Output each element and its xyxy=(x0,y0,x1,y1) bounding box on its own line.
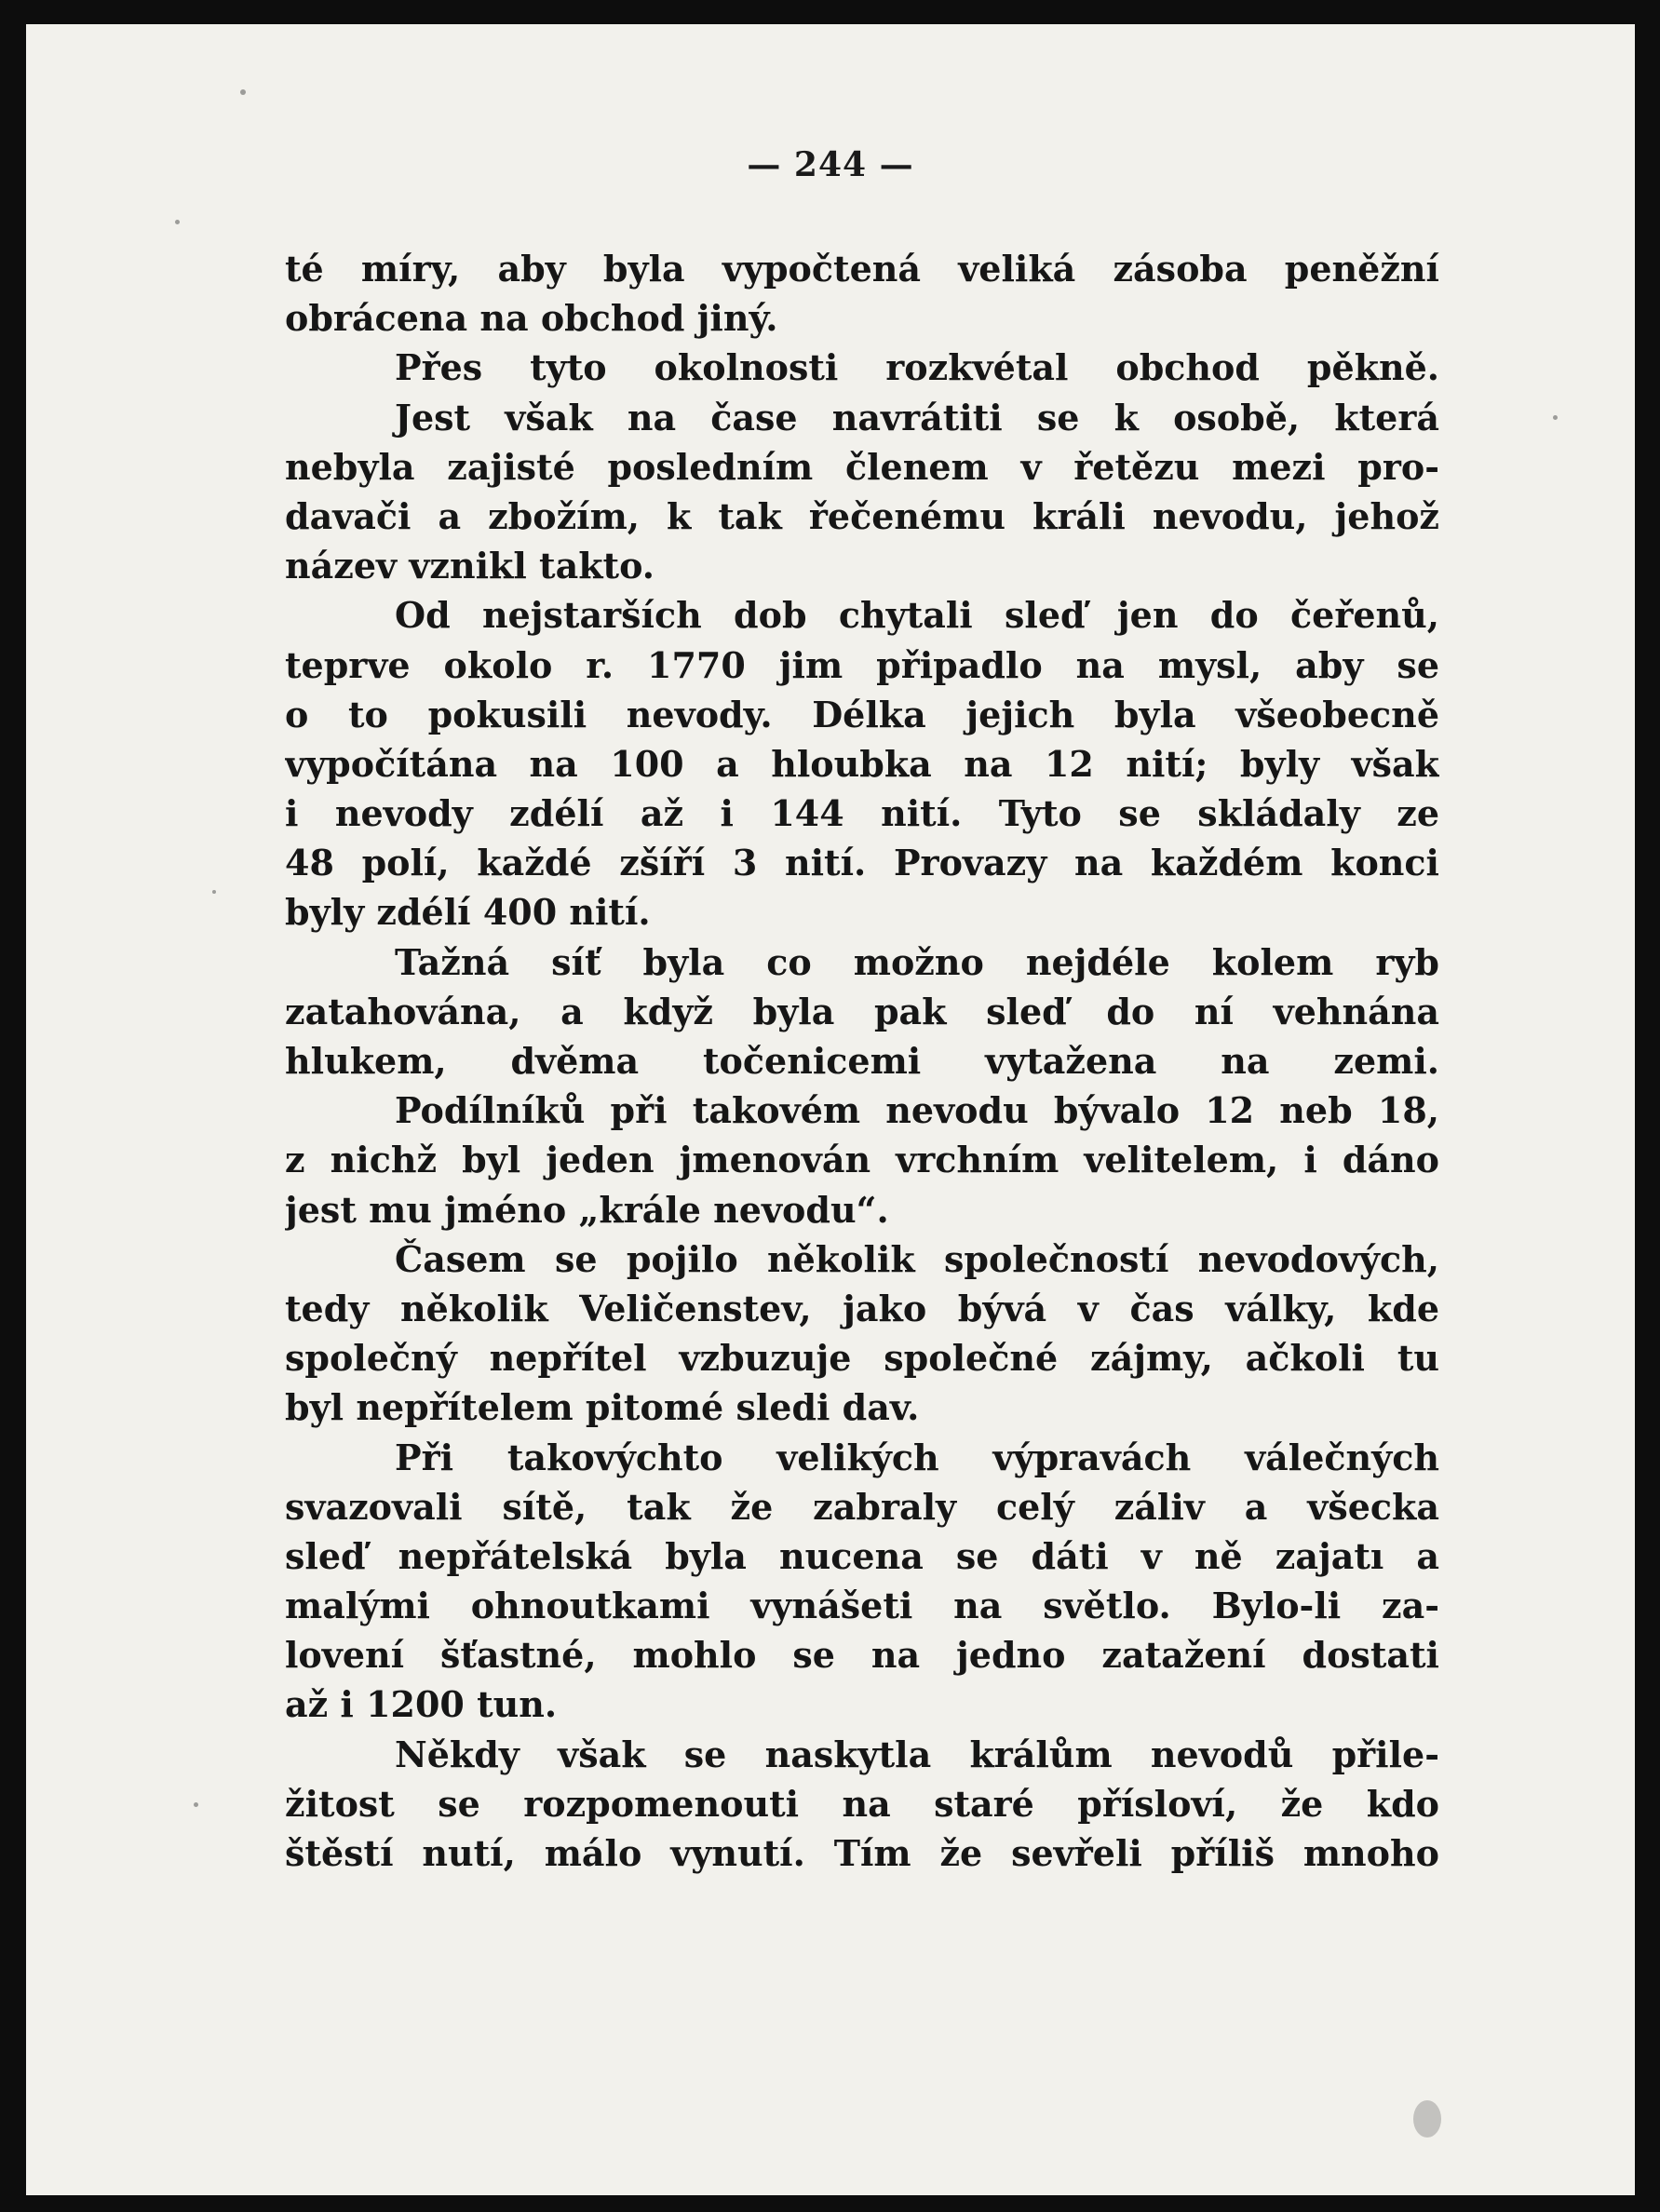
text-line: 48 polí, každé zšíří 3 nití. Provazy na každém konci xyxy=(285,842,1439,884)
text-line: Časem se pojilo několik společností nevodových, xyxy=(395,1237,1439,1280)
text-line: o to pokusili nevody. Délka jejich byla všeobecně xyxy=(285,693,1439,735)
text-line: zatahována, a když byla pak sleď do ní vehnána xyxy=(285,990,1439,1032)
paper-speck xyxy=(240,89,246,95)
text-line: byly zdélí 400 nití. xyxy=(285,891,651,934)
text-line: teprve okolo r. 1770 jim připadlo na mysl, aby se xyxy=(285,643,1439,686)
paper-speck xyxy=(212,890,216,894)
paper-speck xyxy=(194,1802,198,1807)
text-line: obrácena na obchod jiný. xyxy=(285,297,778,340)
text-line: tedy několik Veličenstev, jako bývá v čas války, kde xyxy=(285,1287,1439,1329)
text-line: davači a zbožím, k tak řečenému králi nevodu, jehož xyxy=(285,494,1439,537)
page-number: — 244 — xyxy=(747,145,914,184)
text-line: nebyla zajisté posledním členem v řetězu mezi pro- xyxy=(285,445,1439,488)
text-line: sleď nepřátelská byla nucena se dáti v ně zajatı a xyxy=(285,1534,1439,1577)
text-line: jest mu jméno „krále nevodu“. xyxy=(285,1188,889,1231)
text-line: Při takovýchto velikých výpravách válečných xyxy=(395,1436,1439,1478)
text-line: Tažná síť byla co možno nejdéle kolem ryb xyxy=(395,940,1439,983)
body-text xyxy=(285,244,1439,1878)
text-line: Podílníků při takovém nevodu bývalo 12 neb 18, xyxy=(395,1089,1439,1132)
text-line: vypočítána na 100 a hloubka na 12 nití; byly však xyxy=(285,742,1439,785)
text-line: hlukem, dvěma točenicemi vytažena na zemi. xyxy=(285,1040,1439,1082)
text-line: svazovali sítě, tak že zabraly celý záliv a všecka xyxy=(285,1485,1439,1528)
paper-stain xyxy=(1413,2100,1441,2138)
text-line: Jest však na čase navrátiti se k osobě, která xyxy=(395,396,1439,438)
text-line: malými ohnoutkami vynášeti na světlo. Bylo-li za- xyxy=(285,1585,1439,1627)
text-line: štěstí nutí, málo vynutí. Tím že sevřeli příliš mnoho xyxy=(285,1832,1439,1874)
text-line: žitost se rozpomenouti na staré přísloví, že kdo xyxy=(285,1782,1439,1825)
text-line: té míry, aby byla vypočtená veliká zásoba peněžní xyxy=(285,248,1439,290)
text-line: i nevody zdélí až i 144 nití. Tyto se skládaly ze xyxy=(285,792,1439,835)
text-line: až i 1200 tun. xyxy=(285,1683,558,1726)
text-line: lovení šťastné, mohlo se na jedno zatažení dostati xyxy=(285,1634,1439,1677)
text-line: Přes tyto okolnosti rozkvétal obchod pěkně. xyxy=(395,346,1439,389)
text-line: byl nepřítelem pitomé sledi dav. xyxy=(285,1386,920,1429)
text-line: název vznikl takto. xyxy=(285,545,655,587)
text-line: Od nejstarších dob chytali sleď jen do čeřenů, xyxy=(395,594,1439,637)
text-line: z nichž byl jeden jmenován vrchním velitelem, i dáno xyxy=(285,1139,1439,1181)
paper-speck xyxy=(1553,415,1558,420)
book-page xyxy=(26,24,1635,2195)
text-line: společný nepřítel vzbuzuje společné zájmy, ačkoli tu xyxy=(285,1337,1439,1380)
text-line: Někdy však se naskytla králům nevodů přile- xyxy=(395,1733,1439,1775)
paper-speck xyxy=(175,220,180,224)
